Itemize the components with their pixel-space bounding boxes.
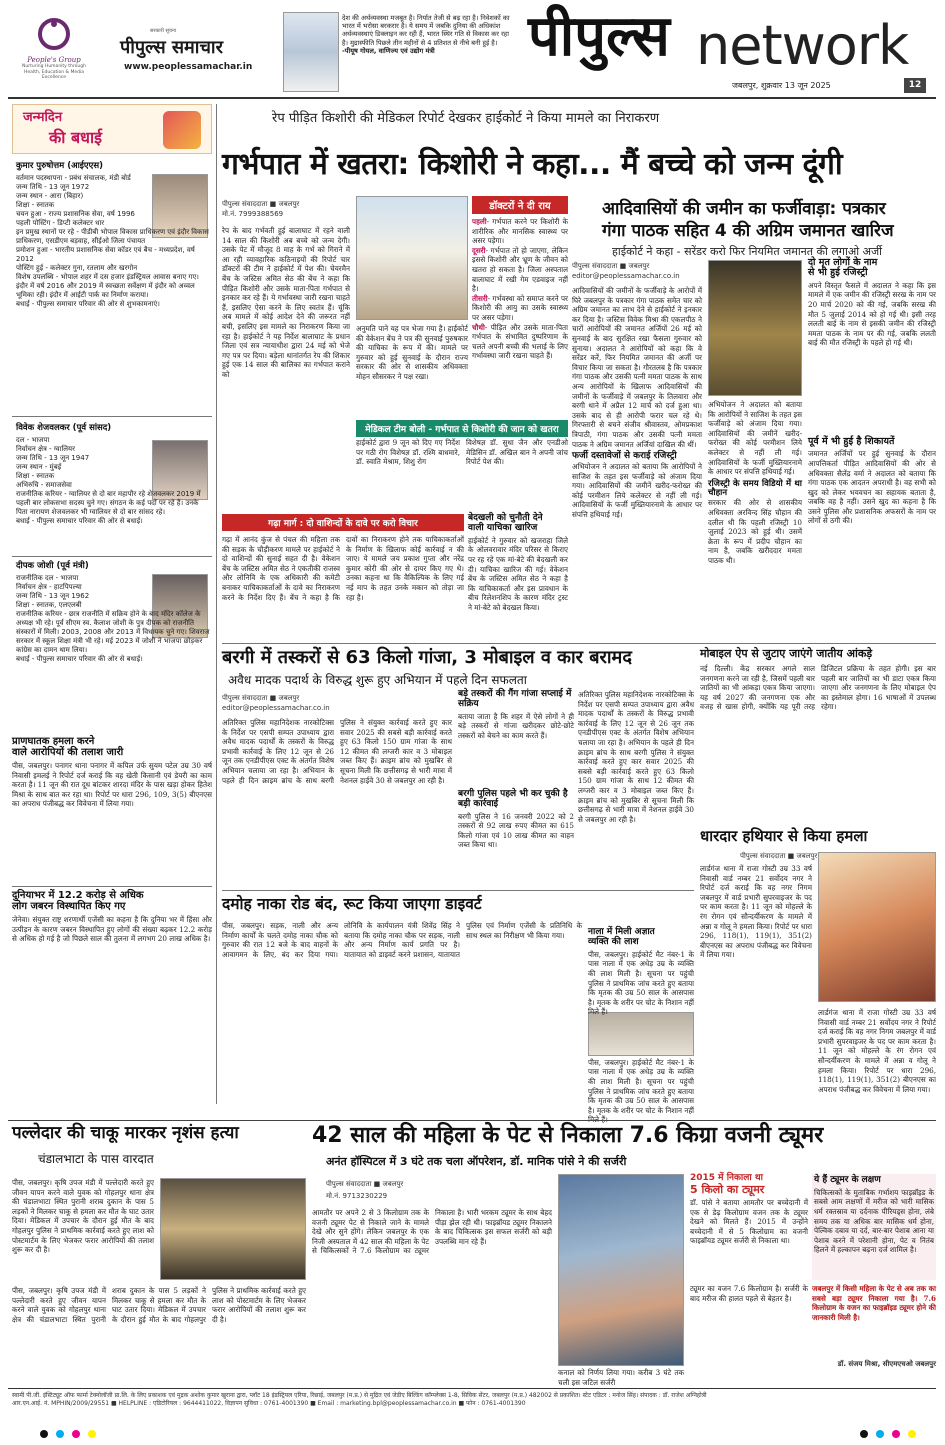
ganja-sub-2-body: बरगी पुलिस ने 16 जनवरी 2022 को 2 तस्करों से 92 लाख रुपए कीमत का 615 किलो गांजा एवं 10 लाख कीमत का वाहन जब्त किया था।: [458, 811, 574, 850]
tenant-heading-2: वाली याचिका खारिज: [468, 522, 538, 533]
pranghatak-heading-1: प्राणघातक हमला करने: [12, 736, 95, 747]
doctors-points: [472, 217, 568, 417]
palledar-body: पीस, जबलपुर। कृषि उपज मंडी में पल्लेदारी करते हुए जीवन यापन करने वाले युवक को गोहलपुर थाना क्षेत्र की चंडालभाटा स्थित पुरानी शराब दुकान के पास 5 लड़कों ने मिलकर चाकू से हमला कर मौत के घाट उतार दिया। मेडिकल में उपचार के दौरान हुई मौत के बाद गोहलपुर पुलिस ने प्राथमिक कार्रवाई करते हुए लाश को पोस्टमार्टम के लिए भेजकर फरार आरोपियों की तलाश शुरू कर दी है।: [12, 1178, 154, 1255]
birthday-heading-1: जन्मदिन: [23, 110, 63, 125]
person-name: विवेक शेजवलकर (पूर्व सांसद): [16, 423, 112, 433]
minister-quote: [342, 14, 512, 94]
tumor-headline: 42 साल की महिला के पेट से निकाला 7.6 किग्रा वजनी ट्यूमर: [312, 1123, 824, 1148]
lead-body: रेप के बाद गर्भवती हुई बालाघाट में रहने वाली 14 साल की किशोरी अब बच्चे को जन्म देगी। उसके पेट में मौजूद 8 माह के गर्भ को गिराने में आ रही व्यावहारिक कठिनाइयों की रिपोर्ट चार डॉक्टरों की टीम ने हाईकोर्ट में पेश की। चेयरमैन बेंच के जस्टिस अमित सेठ की बेंच ने कहा कि पीड़ित किशोरी और उसके माता-पिता गर्भपात से इनकार कर रहे हैं। ये गर्भावस्था जारी रखना चाहते हैं, इसलिए ऐसा करने के लिए स्वतंत्र हैं। चूंकि अब मामले में कोई आदेश देने की जरूरत नहीं बची, इसलिए इस मामले का निराकरण किया जा रहा है। हाईकोर्ट ने यह निर्देश बालाघाट के प्रधान जिला एवं सत्र न्यायाधीश द्वारा 24 मई को भेजे गए पत्र पर दिया। बड़ेला थानांतर्गत रेप की शिकार हुई एक 14 साल की बालिका का गर्भपात कराने को: [222, 226, 350, 379]
ganja-byline: पीपुल्स संवाददाता ■ जबलपुर: [222, 694, 300, 702]
masthead: [0, 0, 945, 98]
brand-right-hindi: पीपुल्स: [528, 4, 670, 69]
color-dot: [892, 1430, 900, 1438]
minister-photo: [283, 12, 339, 92]
duniya-heading-1: दुनियाभर में 12.2 करोड़ से अधिक: [12, 890, 144, 901]
land-body-col2: [708, 400, 802, 636]
weapon-story: [700, 828, 936, 1118]
quote-body: जबलपुर में किसी महिला के पेट से अब तक का सबसे बड़ा ट्यूमर निकाला गया है। 7.6 किलोग्राम के वजन का फाइब्रॉइड ट्यूमर होने की जानकारी मिली है।: [812, 1284, 936, 1322]
app-story: [700, 648, 936, 822]
birthday-banner: [12, 104, 212, 154]
registration-marks: [0, 1428, 945, 1440]
tumor-mobile: मो.नं. 9713230229: [326, 1192, 388, 1200]
land-subheading-1: फर्जी दस्तावेजों से कराई रजिस्ट्री: [572, 451, 677, 462]
tumor-byline: पीपुल्स संवाददाता ■ जबलपुर: [326, 1180, 404, 1188]
land-subhead: हाईकोर्ट ने कहा - सरेंडर करो फिर नियमित जमानत की लगाओ अर्जी: [612, 245, 883, 258]
box-body: डॉ. पांसे ने बताया आमतौर पर बच्चेदानी में एक से डेढ़ किलोग्राम वजन तक के ट्यूमर देखने को मिलते हैं। 2015 में उन्होंने बच्चेदानी में से 5 किलोग्राम का वजनी फाइब्रॉयड ट्यूमर सर्जरी से निकाला था।: [690, 1197, 808, 1246]
color-dot: [860, 1430, 868, 1438]
land-headline-1: आदिवासियों की जमीन का फर्जीवाड़ा: पत्रकार: [602, 199, 886, 219]
ganja-headline: बरगी में तस्करों से 63 किलो गांजा, 3 मोबाइल व कार बरामद: [222, 647, 632, 668]
lead-mobile: मो.नं. 7999388569: [222, 210, 284, 218]
land-email: editor@peoplessamachar.co.in: [572, 272, 680, 280]
gadha-story: [222, 514, 464, 640]
tenant-story: [468, 514, 568, 640]
dateline: जबलपुर, शुक्रवार 13 जून 2025: [732, 81, 831, 90]
medical-team-bar: मेडिकल टीम बोली - गर्भपात से किशोरी की जान को खतरा: [356, 420, 568, 437]
lash-heading-2: व्यक्ति की लाश: [588, 936, 639, 947]
gadha-bar: गढ़ा मार्ग : दो वाशिन्दों के दावे पर करो विचार: [222, 514, 464, 531]
tumor-story: [312, 1123, 936, 1387]
quote-author: -पीयूष गोयल, वाणिज्य एवं उद्योग मंत्री: [342, 46, 435, 55]
weapon-body: लार्डगंज थाना में राजा गोस्टी उम्र 33 वर्ष निवासी वार्ड नम्बर 21 सर्वोदय नगर ने रिपोर्ट दर्ज कराई कि वह नगर निगम जबलपुर में वार्ड प्रभारी सुपरवाइजर के पद पर काम करता है। 11 जून को मोहल्ले के रंग रोगन एवं सौन्दर्यीकरण के मामले में अन्ना व गोलू ने हमला किया। रिपोर्ट पर धारा 296, 118(1), 119(1), 351(2) बीएनएस का अपराध पंजीबद्ध कर विवेचना में लिया गया।: [700, 864, 812, 960]
box-heading-1: 2015 में निकाला था: [690, 1173, 763, 1183]
point-label: दूसरी: [472, 245, 486, 255]
pranghatak-story: [12, 736, 212, 886]
gadha-body: गढ़ा में आनंद कुंज से पंचल की महिला तक की सड़क के चौड़ीकरण मामले पर हाईकोर्ट ने दो वाशिन्दों की सुनाई सहत दी है। वेकेशन बेंच के जस्टिस अमित सेठ ने एकतीकी राजस्व और लोनिवि के एक अधिकारी की कमेटी बनाकर याचिकाकर्ताओं के दावे का निराकरण करने के निर्देश दिए हैं। बेंच ने कहा है कि दावों का निराकरण होने तक याचिकाकर्ताओं के निर्माण के खिलाफ कोई कार्रवाई न की जाए। ये मामले जय प्रकाश गुप्ता और नरेंद्र कुमार कोरी की ओर से दायर किए गए थे। उनका कहना था कि वैकिल्पिक के लिए गई नई माप के तहत उनके मकान को तोड़ा जा रहा है।: [222, 535, 464, 602]
palledar-subhead: चंडालभाटा के पास वारदात: [38, 1151, 154, 1166]
medical-body-2: विशेषज्ञ डॉ. सुधा जैन और एनडीओ मेडिसिन डॉ. अखिल बान ने अपनी जांच रिपोर्ट पेश की।: [466, 438, 568, 467]
lakshan-heading: ये हैं ट्यूमर के लक्षण: [814, 1175, 881, 1185]
footer-line-2: आर.एन.आई. नं. MPHIN/2009/29551 ■ HELPLINE : एडिटोरियल : 9644411022, विज्ञापन सुविधा : 0761-4001390 ■ Email : marketing.bpl@peoplessamachar.co.in ■ फोन : 0761-4001390: [12, 1400, 526, 1407]
color-dot: [88, 1430, 96, 1438]
crime-scene-photo: [160, 1178, 306, 1280]
color-dot: [876, 1430, 884, 1438]
weapon-byline: पीपुल्स संवाददाता ■ जबलपुर: [740, 852, 818, 860]
tumor-lakshan: [812, 1174, 936, 1280]
weapon-body-2: लार्डगंज थाना में राजा गोस्टी उम्र 33 वर्ष निवासी वार्ड नम्बर 21 सर्वोदय नगर ने रिपोर्ट दर्ज कराई कि वह नगर निगम जबलपुर में वार्ड प्रभारी सुपरवाइजर के पद पर काम करता है। 11 जून को मोहल्ले के रंग रोगन एवं सौन्दर्यीकरण के मामले में अन्ना व गोलू ने हमला किया। रिपोर्ट पर धारा 296, 118(1), 119(1), 351(2) बीएनएस का अपराध पंजीबद्ध कर विवेचना में लिया गया।: [818, 1008, 936, 1094]
group-name: People's Group: [27, 56, 81, 64]
col3-body-2: जमानत अर्जियों पर हुई सुनवाई के दौरान आपत्तिकर्ता पीड़ित आदिवासियों की ओर से अधिवक्ता सैलेंद्र वर्मा ने अदालत को बताया कि गंगा पाठक एक आदतन अपराधी है। वह सभी को खुद को लेकर भयवचन का सहायक बताता है, जबकि वह है नहीं। उसने खुद का कहना है कि उसने पुलिस और प्रशासनिक अफसरों के नाम पर लोगों से ठगी की।: [808, 449, 936, 526]
tumor-caption: कनाल को निर्णय लिया गया। करीब 3 घंटे तक चली इस जटिल सर्जरी: [558, 1368, 684, 1387]
footer: [12, 1392, 932, 1422]
land-sub-1-body-cont: अभियोजन ने अदालत को बताया कि आरोपियों ने साजिश के तहत इस फर्जीवाड़े को अंजाम दिया गया। आदिवासियों की जमीनें खरीद-फरोख्त की कोई परमीशन लिये कलेक्टर से नहीं ली गई। आदिवासियों के फर्जी मुख्तियारनामे के आधार पर संपत्ति हथियाई गई।: [708, 400, 802, 477]
damoh-headline: दमोह नाका रोड बंद, रूट किया जाएगा डाइवर्ट: [222, 895, 482, 913]
lead-kicker: रेप पीड़ित किशोरी की मेडिकल रिपोर्ट देखकर हाईकोर्ट ने किया मामले का निराकरण: [272, 111, 660, 126]
footer-line-1: स्वामी पी.जी. इंस्टिट्यूट ऑफ फार्मा टेक्नोलॉजी प्रा.लि. के लिए प्रकाशक एवं मुद्रक अशोक कुमार खुराना द्वारा, प्लॉट 18 इंडस्ट्रियल एरिया, रिछाई, जबलपुर (म.प्र.) से मुद्रित एवं जेडीए बिल्डिंग कॉम्प्लेक्स 1-8, सिविक सेंटर, जबलपुर (म.प्र.) 482002 से प्रकाशित। स्टेट एडिटर : मनोज सिंह। संपादक : डॉ. राजेश अग्निहोत्री: [12, 1392, 707, 1399]
body-photo: [588, 1012, 694, 1056]
masthead-small-tag: सरकारी सूचना: [150, 28, 177, 34]
app-headline: मोबाइल ऐप से जुटाए जाएंगे जातीय आंकड़े: [700, 647, 873, 660]
land-subheading-2: रजिस्ट्री के समय विडियो में था चौहान: [708, 478, 802, 499]
box-body-2: ट्यूमर का वजन 7.6 किलोग्राम है। सर्जरी के बाद मरीज की हालत पहले से बेहतर है।: [690, 1283, 808, 1303]
ganja-col4: अतिरिक्त पुलिस महानिदेशक नारकोटिक्स के निर्देश पर एसपी सम्पत उपाध्याय द्वारा अवैध मादक पदार्थों के तस्करों के विरुद्ध प्रभावी कार्रवाई के लिए 12 जून से 26 जून तक एनडीपीएस एक्ट के अंतर्गत विशेष अभियान चलाया जा रहा है। अभियान के पहले ही दिन क्राइम ब्रांच के साथ बरगी पुलिस ने संयुक्त कार्रवाई करते हुए कार सवार 2025 की सबसे बड़ी कार्रवाई करते हुए 63 किलो 150 ग्राम गांजा के साथ 12 कीमत की लग्जरी कार व 3 मोबाइल जब्त किए हैं। क्राइम ब्रांच को मुखबिर से सूचना मिली कि छत्तीसगढ़ से भारी मात्रा में नेशनल हाईवे 30 से जबलपुर आ रही है।: [578, 690, 694, 824]
color-dot: [40, 1430, 48, 1438]
box-heading-2: 5 किलो का ट्यूमर: [690, 1182, 765, 1196]
lash-heading-1: नाला में मिली अज्ञात: [588, 927, 655, 937]
land-byline: पीपुल्स संवाददाता ■ जबलपुर: [572, 262, 650, 270]
lash-body-2: पीस, जबलपुर। हाईकोर्ट मैट नंबर-1 के पास नाला में एक अधेड़ उम्र के व्यक्ति की लाश मिली है। सूचना पर पहुंची पुलिस ने प्राथमिक जांच करते हुए बताया कि मृतक की उम्र 50 साल के आसपास है। मृतक के शरीर पर चोट के निशान नहीं: [588, 1057, 694, 1115]
birthday-column: [12, 104, 212, 734]
ganja-story: [222, 648, 694, 888]
ganja-sub: बड़े तस्करों की गैंग गांजा सप्लाई में सक्रिय: [458, 689, 572, 709]
brand-right-english: network: [696, 14, 909, 77]
land-body-text-2: गिरफ्तारी से बचने संजीव श्रीवास्तव, ओमप्रकाश त्रिपाठी, गंगा पाठक और उसकी पत्नी ममता पाठक ने अग्रिम जमानत अर्जियां दाखिल की थीं।: [572, 420, 702, 449]
lead-story: [222, 104, 934, 194]
ganja-subhead: अवैध मादक पदार्थ के विरुद्ध शुरू हुए अभियान में पहले दिन सफलता: [228, 672, 527, 687]
point-label: तीसरी: [472, 293, 488, 303]
color-dot: [908, 1430, 916, 1438]
lead-byline: पीपुल्स संवाददाता ■ जबलपुर: [222, 200, 300, 208]
land-col3: [808, 258, 936, 638]
land-body-text: आदिवासियों की जमीनों के फर्जीवाड़े के आरोपों में घिरे जबलपुर के पत्रकार गंगा पाठक समेत चार को अग्रिम जमानत का लाभ देने से हाईकोर्ट ने इनकार कर दिया है। जस्टिस विवेक मिश्रा की एकलपीठ ने चारों आरोपियों की जमानत अर्जियों 26 मई को सुनवाई के बाद सुरक्षित रखा फैसला गुरुवार को सुनाया। अदालत ने आरोपियों को कहा कि वे सरेंडर करें, फिर नियमित जमानत की अर्जी पर विचार किया जा सकता है। गौरतलब है कि पत्रकार गंगा पाठक और उसकी पत्नी ममता पाठक के साथ अन्य आरोपियों के खिलाफ आदिवासियों की जमीनों के फर्जीवाड़े में जबलपुर के तिलवारा और बरगी थाने में अप्रैल 12 मार्च को दर्ज हुआ था। उसके बाद से ही आरोपी फरार चल रहे थे।: [572, 286, 702, 420]
pranghatak-body: पीस, जबलपुर। पनागर थाना पनागर में कपिल उर्फ सुयम पटेल उम्र 30 वर्ष निवासी इमलई ने रिपोर्ट दर्ज कराई कि वह खेती किसानी एवं डेयरी का काम करता है। 11 जून की रात दूध बांटकर शारदा मंदिर के पास खड़ा होकर हितेश मिश्रा के साथ बात कर रहा था। रिपोर्ट पर धारा 296, 109, 3(5) बीएनएस का अपराध पंजीबद्ध कर विवेचना में लिया गया।: [12, 761, 212, 809]
tumor-body: आमतौर पर अपने 2 से 3 किलोग्राम तक के वजनी ट्यूमर पेट से निकाले जाने के मामले देखे और सुने होंगे। लेकिन जबलपुर के एक निजी अस्पताल में 42 साल की महिला के पेट से चिकित्सकों ने 7.6 किलोग्राम का ट्यूमर निकाला है। भारी भरकम ट्यूमर के साथ बेहद पीड़ा झेल रही थी। फाइब्रॉयड ट्यूमर निकालने के बाद चिकित्सक इस सफल सर्जरी को बड़ी उपलब्धि मान रहे हैं।: [312, 1208, 552, 1256]
point-text: - गर्भपात करने पर किशोरी के शारीरिक और मानसिक स्वास्थ्य पर असर पड़ेगा।: [472, 217, 568, 246]
group-tagline: Nurturing Humanity through Health, Education & Media Excellence: [22, 64, 86, 80]
person-name: दीपक जोशी (पूर्व मंत्री): [16, 561, 89, 571]
person-details: वर्तमान पदस्थापना - प्रबंध संचालक, मंडी बोर्ड जन्म तिथि - 13 जून 1972 जन्म स्थान - आरा (बिहार) शिक्षा - स्नातक चयन हुआ - राज्य प्रशासनिक सेवा, वर्ष 1996 पहली पोस्टिंग - डिप्टी कलेक्टर धार इन प्रमुख स्थानों पर रहे - पीडीबी भोपाल विकास प्राधिकरण एवं इंदौर विकास प्राधिकरण, एसडीएम बड़वाह, सीईओ जिला पंचायत प्रमोशन हुआ - भारतीय प्रशासनिक सेवा कॉडर एवं बैच - मध्यप्रदेश, वर्ष 2012 पोस्टिंग हुई - कलेक्टर गुना, रतलाम और खरगोन विशेष उपलब्धि - भोपाल शहर में दस हजार इंडस्ट्रियल आवास बनाए गए। इंदौर में वर्ष 2016 और 2019 में स्वच्छता सर्वेक्षण में इंदौर को अव्वल भूमिका रही। इंदौर में आईटी पार्क का निर्माण कराया। बधाई - पीपुल्स समाचार परिवार की ओर से शुभकामनाएं।: [16, 174, 209, 308]
tenant-heading-1: बेदखली को चुनौती देने: [468, 513, 543, 523]
land-sub-1-body: अभियोजन ने अदालत को बताया कि आरोपियों ने साजिश के तहत इस फर्जीवाड़े को अंजाम दिया गया। आदिवासियों की जमीनें खरीद-फरोख्त की कोई परमीशन लिये कलेक्टर से नहीं ली गई। आदिवासियों के फर्जी मुख्तियारनामे के आधार पर संपत्ति हथियाई गई।: [572, 461, 702, 519]
person-name: कुमार पुरुषोत्तम (आईएएस): [16, 161, 103, 171]
ganja-sub-body: बताया जाता है कि शहर में ऐसे लोगों ने ही बड़े तस्करों से गांजा खरीदकर छोटे-छोटे तस्करों को बेचने का काम करते हैं।: [458, 711, 574, 740]
ganja-sub-2: बरगी पुलिस पहले भी कर चुकी है बड़ी कार्रवाई: [458, 788, 568, 809]
palledar-body-2: पीस, जबलपुर। कृषि उपज मंडी में पल्लेदारी करते हुए जीवन यापन करने वाले युवक को गोहलपुर थाना क्षेत्र की चंडालभाटा स्थित पुरानी शराब दुकान के पास 5 लड़कों ने मिलकर चाकू से हमला कर मौत के घाट उतार दिया। मेडिकल में उपचार के दौरान हुई मौत के बाद गोहलपुर पुलिस ने प्राथमिक कार्रवाई करते हुए लाश को पोस्टमार्टम के लिए भेजकर फरार आरोपियों की तलाश शुरू कर दी है।: [12, 1286, 306, 1324]
duniya-story: [12, 890, 212, 1036]
person-details: राजनीतिक दल - भाजपा निर्वाचन क्षेत्र - हाटपिपल्या जन्म तिथि - 13 जून 1962 शिक्षा - स्नातक, एलएलबी राजनीतिक करियर - छात्र राजनीति में सक्रिय होने के बाद मंदिर कॉलेज के अध्यक्ष भी रहे। पूर्व सीएम स्व. कैलाश जोशी के पुत्र दीपक को राजनीति संस्कारों में मिली। 2003, 2008 और 2013 में विधायक चुने गए। शिवराज सरकार में स्कूल शिक्षा मंत्री भी रहे। मई 2023 में जोशी ने भाजपा छोड़कर कांग्रेस का दामन थाम लिया। बधाई - पीपुल्स समाचार परिवार की ओर से बधाई।: [16, 574, 210, 663]
lead-headline: गर्भपात में खतरा: किशोरी ने कहा... मैं बच्चे को जन्म दूंगी: [222, 147, 843, 182]
color-dot: [72, 1430, 80, 1438]
damoh-story: [222, 896, 582, 1116]
medical-body-1: हाईकोर्ट द्वारा 9 जून को दिए गए निर्देश पर गठी रोग विशेषज्ञ डॉ. रश्मि बाधमारे, डॉ. स्वाति मेश्राम, शिशु रोग: [356, 438, 460, 467]
birthday-heading-2: की बधाई: [49, 128, 102, 147]
tenant-body: हाईकोर्ट ने गुरुवार को खजराहा जिले के ओलवरावार मंदिर परिसर से किराए पर रह रहे एक मां-बेटे की बेदखली कर दी। याचिका खारिज की गई। वेकेशन बेंच के जस्टिस अमित सेठ ने कहा है कि याचिकाकर्ता और इस प्रावधान के बीच रिलेशनशिप के कारण मंदिर ट्रस्ट ने मां-बेटे को बेदखल किया।: [468, 535, 568, 612]
tumor-subhead: अनंत हॉस्पिटल में 3 घंटे तक चला ऑपरेशन, डॉ. मानिक पांसे ने की सर्जरी: [326, 1155, 627, 1169]
lash-body: पीस, जबलपुर। हाईकोर्ट मैट नंबर-1 के पास नाला में एक अधेड़ उम्र के व्यक्ति की लाश मिली है। सूचना पर पहुंची पुलिस ने प्राथमिक जांच करते हुए बताया कि मृतक की उम्र 50 साल के आसपास है। मृतक के शरीर पर चोट के निशान नहीं मिले हैं।: [588, 949, 694, 1017]
peoples-group-logo: [18, 16, 90, 88]
col3-heading-1: दो मृत लोगों के नाम: [808, 257, 878, 268]
palledar-story: [12, 1124, 306, 1384]
lead-caption: अनुमति पाने यह पत्र भेजा गया है। हाईकोर्ट की वेकेशन बेंच ने पत्र की सुनवाई पुरुषकार की याचिका के रूप में की। मामले पर गुरुवार को हुई सुनवाई के दौरान राज्य सरकार की ओर से शासकीय अधिवक्ता मोहन सौसरकर ने पक्ष रखा।: [356, 324, 468, 381]
point-text: - गर्भपात तो हो जाएगा, लेकिन इससे किशोरी और भ्रूण के जीवन को खतरा हो सकता है। जिला अस्पताल बालाघाट में रखी गेम एडवाइज नहीं है।: [472, 245, 568, 294]
color-dot: [56, 1430, 64, 1438]
group-logo-icon: [36, 16, 72, 52]
col3-heading-2: से भी हुई रजिस्ट्री: [808, 267, 868, 279]
land-sub-2-body: सरकार की ओर से शासकीय अधिवक्ता अरविन्द सिंह चौहान की दलील थी कि पहली रजिस्ट्री 10 जुलाई 2023 को हुई थी। उसमें क्रेता के रूप में प्रदीप चौहान का नाम है, जबकि खरीददार ममता पाठक थी।: [708, 498, 802, 565]
app-body: नई दिल्ली। केंद्र सरकार अगले साल जनगणना करने जा रही है, जिसमें पहली बार जातियों का भी आंकड़ा एकत्र किया जाएगा। यह वर्ष 2027 की जनगणना एक और वजह से खास होगी, क्योंकि यह पूरी तरह डिजिटल प्रक्रिया के तहत होगी। इस बार पहली बार जातियों का भी डाटा एकत्र किया जाएगा और जनगणना के लिए मोबाइल ऐप का इस्तेमाल होगा। 16 भाषाओं में उपलब्ध रहेगा।: [700, 664, 936, 712]
weapon-illustration: [818, 852, 936, 1002]
land-headline-2: गंगा पाठक सहित 4 की अग्रिम जमानत खारिज: [602, 221, 894, 241]
duniya-body: जेनेवा। संयुक्त राष्ट्र शरणार्थी एजेंसी का कहना है कि दुनिया भर में हिंसा और उत्पीड़न के कारण जबरन विस्थापित हुए लोगों की संख्या बढ़कर 12.2 करोड़ से अधिक हो गई है जो पिछले साल की तुलना में लगभग 20 लाख अधिक है।: [12, 915, 212, 944]
weapon-headline: धारदार हथियार से किया हमला: [700, 827, 868, 845]
point-label: चौथी: [472, 322, 485, 332]
quote-text: देश की अर्थव्यवस्था मजबूत है। निर्यात तेजी से बढ़ रहा है। निवेशकों का भारत में भरोसा बरकरार है। ये समय में जबकि दुनिया की अधिकांश अर्थव्यवस्थाएं डिक्लाइन कर रही हैं, भारत स्थिर गति से विकास कर रहा है। मुद्रास्फीति पिछले तीन महीनों से 4 प्रतिशत से नीचे बनी हुई है।: [342, 14, 510, 47]
page-number: 12: [904, 78, 926, 93]
damoh-body: पीस, जबलपुर। सड़क, नाली और अन्य निर्माण कार्यों के चलते दमोह नाका चौक को गुरुवार की रात 12 बजे के बाद वाहनों के आवागमन के लिए, बंद कर दिया गया। लोनिवि के कार्यपालन यंत्री शिवेंद्र सिंह ने बताया कि दमोह नाका चौक पर सड़क, नाली और अन्य निर्माण कार्य प्रगति पर है। यातायात को डाइवर्ट करने प्रशासन, यातायात पुलिस एवं निर्माण एजेंसी के प्रतिनिधि के साथ स्थल का निरीक्षण भी किया गया।: [222, 921, 582, 959]
point-text: - पीड़ित और उसके माता-पिता गर्भपात के संभावित दुष्परिणाम के चलते अपनी बच्ची की भलाई के लिए गर्भावस्था जारी रखना चाहते हैं।: [472, 322, 568, 361]
gift-icon: [163, 111, 201, 149]
doctors-sidebar-title: डॉक्टरों ने दी राय: [472, 196, 568, 214]
tumor-box: [690, 1174, 808, 1384]
person-details: दल - भाजपा निर्वाचन क्षेत्र - ग्वालियर जन्म तिथि - 13 जून 1947 जन्म स्थान - मुंबई शिक्षा - स्नातक अभिरुचि - समाजसेवा राजनीतिक करियर - ग्वालियर से दो बार महापौर रहे शेजवलकर 2019 में पहली बार लोकसभा सदस्य चुने गए। संगठन के कई पदों पर रहे हैं। उनके पिता नारायण शेजवलकर भी ग्वालियर से दो बार सांसद रहे। बधाई - पीपुल्स समाचार परिवार की ओर से बधाई।: [16, 436, 201, 525]
land-story: [572, 196, 936, 641]
hospital-photo: [356, 196, 468, 320]
ganja-body: अतिरिक्त पुलिस महानिदेशक नारकोटिक्स के निर्देश पर एसपी सम्पत उपाध्याय द्वारा अवैध मादक पदार्थों के तस्करों के विरुद्ध प्रभावी कार्रवाई के लिए 12 जून से 26 जून तक एनडीपीएस एक्ट के अंतर्गत विशेष अभियान चलाया जा रहा है। अभियान के पहले ही दिन क्राइम ब्रांच के साथ बरगी पुलिस ने संयुक्त कार्रवाई करते हुए कार सवार 2025 की सबसे बड़ी कार्रवाई करते हुए 63 किलो 150 ग्राम गांजा के साथ 12 कीमत की लग्जरी कार व 3 मोबाइल जब्त किए हैं। क्राइम ब्रांच को मुखबिर से सूचना मिली कि छत्तीसगढ़ से भारी मात्रा में नेशनल हाईवे 30 से जबलपुर आ रही है।: [222, 718, 452, 785]
col3-body: अपने विस्तृत फैसले में अदालत ने कहा कि इस मामले में एक जमीन की रजिस्ट्री सरख के नाम पर 20 मार्च 2020 को की गई, जबकि सरख की मौत 5 जुलाई 2014 को हो गई थी। इसी तरह ललती बाई के नाम से इसकी जमीन की रजिस्ट्री ममता पाठक के नाम पर की गई, जबकि ललती बाई की मौत रजिस्ट्री के पहले हो गई थी।: [808, 280, 936, 348]
col3-heading-3: पूर्व में भी हुई है शिकायतें: [808, 435, 895, 447]
lash-story: [588, 928, 694, 1116]
point-label: पहली: [472, 217, 487, 226]
pranghatak-heading-2: वाले आरोपियों की तलाश जारी: [12, 747, 124, 758]
quote-author: डॉ. संजय मिश्रा, सीएमएचओ जबलपुर: [837, 1360, 936, 1368]
palledar-headline: पल्लेदार की चाकू मारकर नृशंस हत्या: [12, 1123, 239, 1143]
tumor-quote: [812, 1284, 936, 1384]
point-text: - गर्भवस्था को समाप्त करने पर किशोरी की आयु का उसके स्वास्थ्य पर असर पड़ेगा।: [472, 293, 568, 322]
surgery-photo: [558, 1174, 684, 1366]
lakshan-body: चिकित्सकों के मुताबिक गर्भाशय फाइब्रॉइड के सबसे आम लक्षणों में मरीज को भारी मासिक धर्म रक्तस्राव या दर्दनाक पीरियड्स होना, लंबे समय तक या अधिक बार मासिक धर्म होना, पेल्विक दबाव या दर्द, बार-बार पेशाब आना या पेशाब करने में परेशानी होना, पेट व नितंब हिलने में हल्कापन बढ़ना दर्ज शामिल है।: [814, 1187, 934, 1255]
website: www.peoplessamachar.in: [124, 62, 253, 72]
land-body: [572, 286, 702, 636]
doctors-sidebar: [472, 196, 568, 416]
brand-left: पीपुल्स समाचार: [120, 37, 223, 58]
justice-scale-photo: [708, 260, 802, 396]
duniya-heading-2: लोग जबरन विस्थापित किए गए: [12, 901, 126, 912]
ganja-email: editor@peoplessamachar.co.in: [222, 704, 330, 712]
